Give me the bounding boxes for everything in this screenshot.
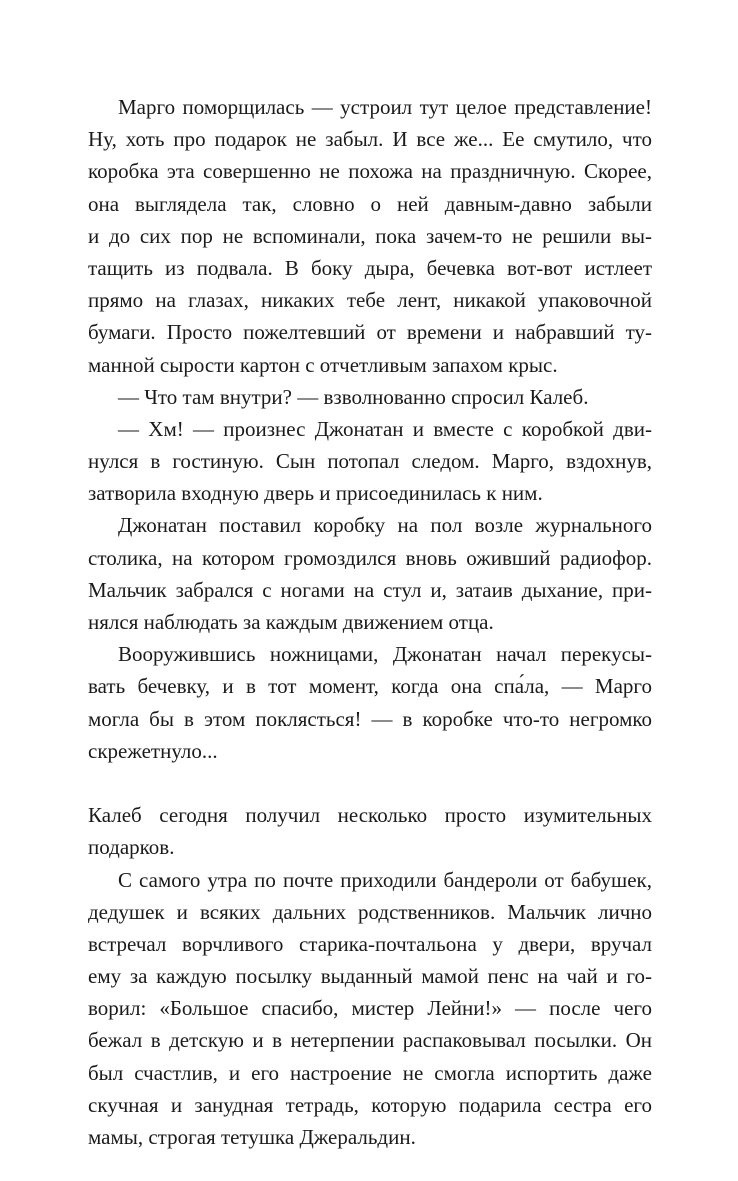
text-line: — Хм! — произнес Джонатан и вместе с коробкой дви- [118, 416, 652, 441]
text-line: Марго поморщилась — устроил тут целое представление! [118, 95, 652, 119]
text-line: встречал ворчливого старика-почтальона у двери, вручал [88, 931, 652, 956]
text-line: Мальчик забрался с ногами на стул и, затаив дыхание, при- [88, 577, 652, 602]
paragraph [88, 799, 652, 863]
section-2 [88, 799, 652, 1153]
text-line: ему за каждую посылку выданный мамой пенс на чай и го- [88, 964, 652, 989]
text-line: ворил: «Большое спасибо, мистер Лейни!» — после чего [88, 996, 652, 1021]
paragraph [88, 91, 652, 381]
text-line: дедушек и всяких дальних родственников. Мальчик лично [88, 899, 652, 924]
text-line: прямо на глазах, никаких тебе лент, никакой упаковочной [88, 288, 652, 313]
book-page [88, 91, 652, 1153]
paragraph [88, 509, 652, 638]
text-line: тащить из подвала. В боку дыра, бечевка вот-вот истлеет [88, 255, 652, 280]
text-line: она выглядела так, словно о ней давным-давно забыли [88, 191, 652, 216]
text-line: могла бы в этом поклясться! — в коробке что-то негромко [88, 706, 652, 731]
text-line: Ну, хоть про подарок не забыл. И все же... Ее смутило, что [88, 127, 652, 152]
text-line: столика, на котором громоздился вновь оживший радиофор. [88, 545, 652, 570]
paragraph-dialogue [88, 413, 652, 510]
text-line: — Что там внутри? — взволнованно спросил Калеб. [118, 384, 589, 409]
paragraph-dialogue [88, 381, 652, 413]
text-line: бумаги. Просто пожелтевший от времени и набравший ту- [88, 320, 652, 345]
text-line: скучная и занудная тетрадь, которую подарила сестра его [88, 1092, 652, 1117]
section-break [88, 767, 652, 799]
text-line: затворила входную дверь и присоединилась к ним. [88, 481, 543, 506]
text-line: С самого утра по почте приходили бандероли от бабушек, [118, 867, 652, 892]
section-1 [88, 91, 652, 767]
text-line: вать бечевку, и в тот момент, когда она спа́ла, — Марго [88, 674, 652, 699]
text-line: подарков. [88, 835, 175, 860]
text-line: нулся в гостиную. Сын потопал следом. Марго, вздохнув, [88, 449, 652, 474]
text-line: и до сих пор не вспоминали, пока зачем-то не решили вы- [88, 223, 652, 248]
text-line: бежал в детскую и в нетерпении распаковывал посылки. Он [88, 1028, 652, 1053]
text-line: Калеб сегодня получил несколько просто изумительных [88, 803, 652, 828]
text-line: манной сырости картон с отчетливым запахом крыс. [88, 352, 558, 377]
text-line: Вооружившись ножницами, Джонатан начал перекусы- [118, 642, 652, 667]
text-line: коробка эта совершенно не похожа на праздничную. Скорее, [88, 159, 652, 184]
text-line: скрежетнуло... [88, 738, 218, 763]
paragraph [88, 864, 652, 1154]
text-line: мамы, строгая тетушка Джеральдин. [88, 1125, 416, 1149]
text-line: Джонатан поставил коробку на пол возле журнального [118, 513, 652, 538]
text-line: был счастлив, и его настроение не смогла испортить даже [88, 1060, 652, 1085]
text-line: нялся наблюдать за каждым движением отца. [88, 610, 494, 634]
paragraph [88, 638, 652, 767]
